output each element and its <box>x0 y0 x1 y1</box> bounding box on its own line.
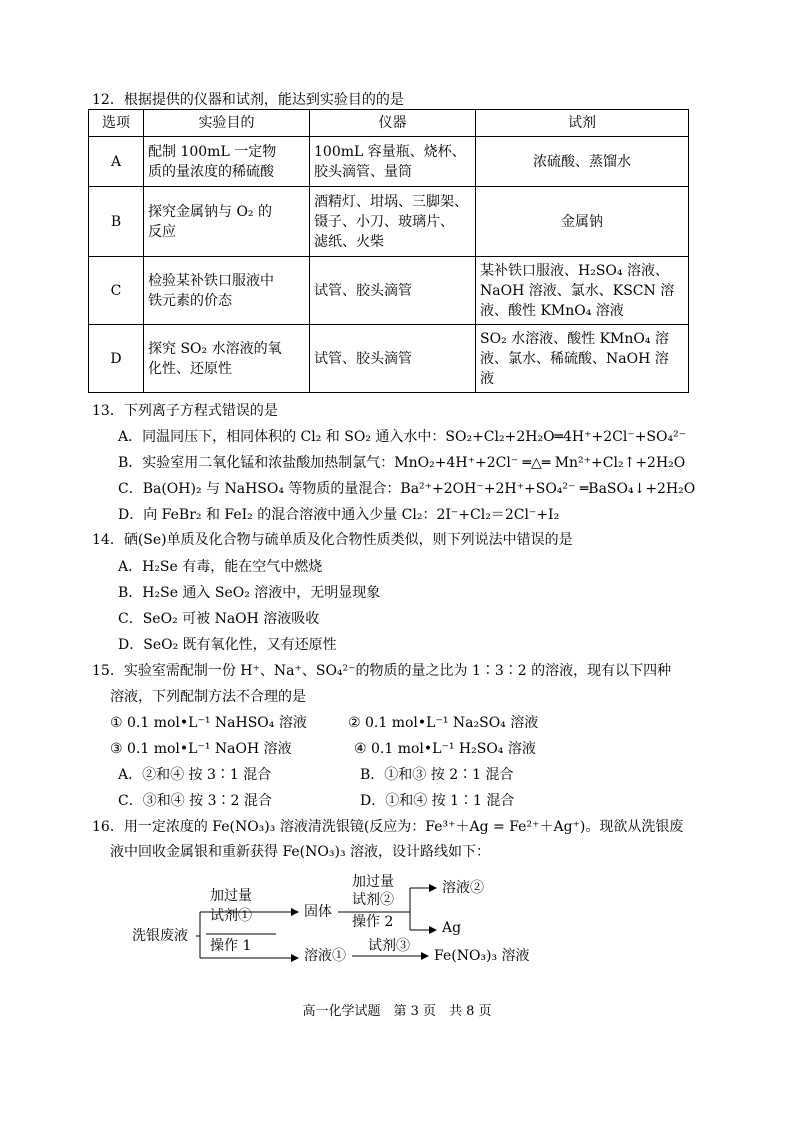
flow-ag: Ag <box>442 920 462 936</box>
q14-option-a: A．H₂Se 有毒，能在空气中燃烧 <box>118 559 323 575</box>
q12-table <box>88 109 689 393</box>
row-apparatus: 100mL 容量瓶、烧杯、 胶头滴管、量筒 <box>310 137 476 187</box>
q15-stem-line1: 15．实验室需配制一份 H⁺、Na⁺、SO₄²⁻的物质的量之比为 1∶3∶2 的溶液，现有以下四种 <box>92 663 672 679</box>
row-apparatus: 试管、胶头滴管 <box>310 325 476 393</box>
flow-add2-line1: 加过量 <box>352 874 394 890</box>
table-row <box>89 137 689 187</box>
q16-stem-line2: 液中回收金属银和重新获得 Fe(NO₃)₃ 溶液，设计路线如下： <box>110 844 491 860</box>
row-goal: 探究金属钠与 O₂ 的 反应 <box>144 187 310 257</box>
flow-op1: 操作 1 <box>210 938 252 954</box>
q15-solution-3: ③ 0.1 mol•L⁻¹ NaOH 溶液 <box>110 741 292 757</box>
q15-solution-4: ④ 0.1 mol•L⁻¹ H₂SO₄ 溶液 <box>354 741 536 757</box>
q13-option-a: A．同温同压下，相同体积的 Cl₂ 和 SO₂ 通入水中：SO₂+Cl₂+2H₂O═4H⁺+2Cl⁻+SO₄²⁻ <box>118 429 687 445</box>
q13-option-d: D．向 FeBr₂ 和 FeI₂ 的混合溶液中通入少量 Cl₂：2I⁻+Cl₂＝2Cl⁻+I₂ <box>118 507 560 523</box>
flow-op2: 操作 2 <box>352 914 394 930</box>
flow-start: 洗银废液 <box>132 928 188 944</box>
q13-option-b: B．实验室用二氧化锰和浓盐酸加热制氯气：MnO₂+4H⁺+2Cl⁻ ═△═ Mn²⁺+Cl₂↑+2H₂O <box>118 455 686 471</box>
q15-stem-line2: 溶液，下列配制方法不合理的是 <box>110 689 306 705</box>
row-reagents: 浓硫酸、蒸馏水 <box>476 137 689 187</box>
flow-add1-line2: 试剂① <box>210 908 252 924</box>
row-reagents: SO₂ 水溶液、酸性 KMnO₄ 溶 液、氯水、稀硫酸、NaOH 溶 液 <box>476 325 689 393</box>
table-header-row <box>89 110 689 137</box>
row-option: D <box>89 325 144 393</box>
row-reagents: 金属钠 <box>476 187 689 257</box>
q13-stem: 13．下列离子方程式错误的是 <box>92 403 278 419</box>
header-reagents: 试剂 <box>476 110 689 137</box>
q14-option-d: D．SeO₂ 既有氧化性，又有还原性 <box>118 637 337 653</box>
row-goal: 检验某补铁口服液中 铁元素的价态 <box>144 257 310 325</box>
row-apparatus: 酒精灯、坩埚、三脚架、 镊子、小刀、玻璃片、 滤纸、火柴 <box>310 187 476 257</box>
flow-add1-line1: 加过量 <box>210 888 252 904</box>
table-row <box>89 325 689 393</box>
flow-reagent3: 试剂③ <box>368 938 410 954</box>
q14-option-c: C．SeO₂ 可被 NaOH 溶液吸收 <box>118 611 320 627</box>
row-option: A <box>89 137 144 187</box>
q14-option-b: B．H₂Se 通入 SeO₂ 溶液中，无明显现象 <box>118 585 381 601</box>
row-option: B <box>89 187 144 257</box>
header-apparatus: 仪器 <box>310 110 476 137</box>
q15-option-b: B．①和③ 按 2∶1 混合 <box>360 767 514 783</box>
q13-option-c: C．Ba(OH)₂ 与 NaHSO₄ 等物质的量混合：Ba²⁺+2OH⁻+2H⁺+SO₄²⁻ ═BaSO₄↓+2H₂O <box>118 481 696 497</box>
q15-solution-2: ② 0.1 mol•L⁻¹ Na₂SO₄ 溶液 <box>348 715 539 731</box>
page-footer: 高一化学试题 第 3 页 共 8 页 <box>302 1004 492 1019</box>
q14-stem: 14．硒(Se)单质及化合物与硫单质及化合物性质类似，则下列说法中错误的是 <box>92 532 573 548</box>
q12-stem: 12．根据提供的仪器和试剂，能达到实验目的的是 <box>92 92 404 108</box>
row-option: C <box>89 257 144 325</box>
flow-product: Fe(NO₃)₃ 溶液 <box>434 948 530 964</box>
row-reagents: 某补铁口服液、H₂SO₄ 溶液、 NaOH 溶液、氯水、KSCN 溶 液、酸性 KMnO₄ 溶液 <box>476 257 689 325</box>
q15-option-a: A．②和④ 按 3∶1 混合 <box>118 767 272 783</box>
flow-add2-line2: 试剂② <box>352 892 394 908</box>
row-apparatus: 试管、胶头滴管 <box>310 257 476 325</box>
flow-solution2: 溶液② <box>442 880 484 896</box>
q15-option-c: C．③和④ 按 3∶2 混合 <box>118 793 272 809</box>
header-option: 选项 <box>89 110 144 137</box>
table-row <box>89 187 689 257</box>
q15-solution-1: ① 0.1 mol•L⁻¹ NaHSO₄ 溶液 <box>110 715 307 731</box>
q16-stem-line1: 16．用一定浓度的 Fe(NO₃)₃ 溶液清洗银镜(反应为：Fe³⁺＋Ag = Fe²⁺＋Ag⁺)。现欲从洗银废 <box>92 819 684 835</box>
table-row <box>89 257 689 325</box>
row-goal: 探究 SO₂ 水溶液的氧 化性、还原性 <box>144 325 310 393</box>
q15-option-d: D．①和④ 按 1∶1 混合 <box>360 793 515 809</box>
flow-solid: 固体 <box>304 904 332 920</box>
header-goal: 实验目的 <box>144 110 310 137</box>
row-goal: 配制 100mL 一定物 质的量浓度的稀硫酸 <box>144 137 310 187</box>
flow-solution1: 溶液① <box>304 948 346 964</box>
